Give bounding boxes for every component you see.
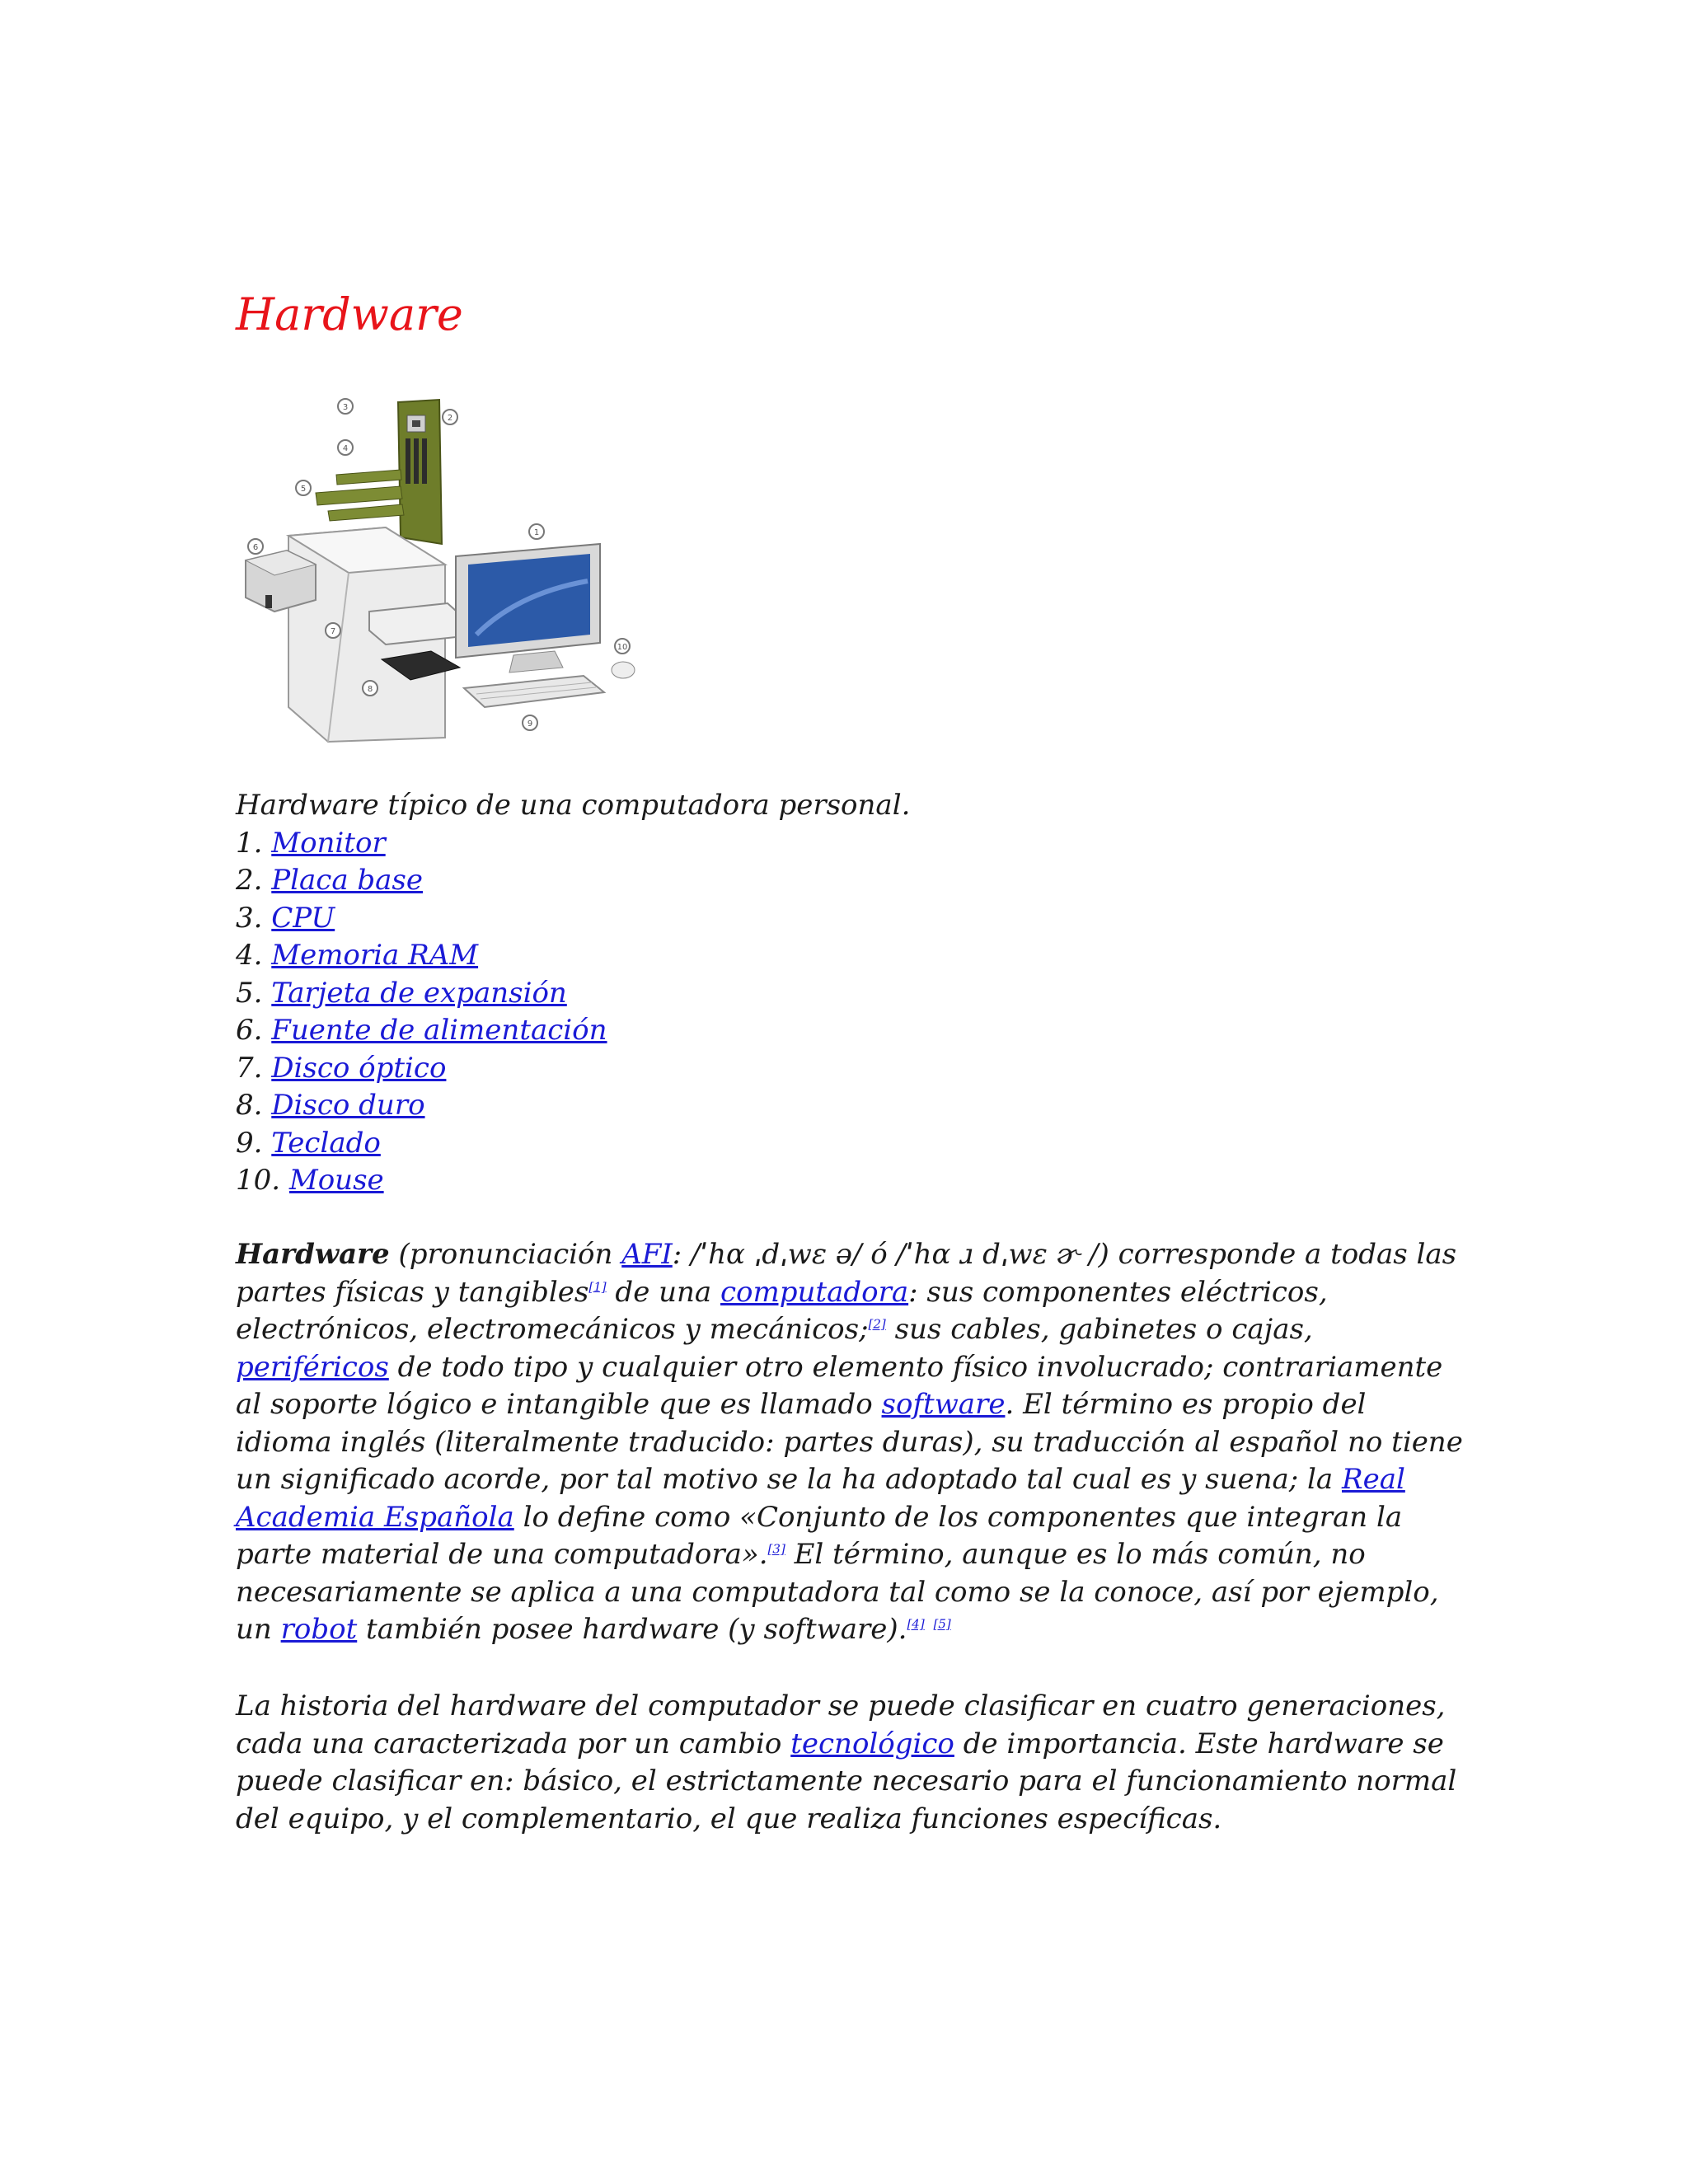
link-perifericos[interactable]: periféricos bbox=[236, 1350, 389, 1384]
ref-link-2[interactable]: [2] bbox=[868, 1316, 886, 1332]
text-run: : /ˈhɑ ˌdˌwɛ ə/ ó /ˈhɑ ɹ dˌwɛ ɚ /) corresponde a todas las partes físicas y tangibles bbox=[236, 1238, 1457, 1309]
list-number: 1. bbox=[236, 826, 272, 860]
link-disco-duro[interactable]: Disco duro bbox=[271, 1089, 425, 1122]
callout-label-6: 6 bbox=[252, 543, 259, 552]
text-run: de importancia. Este bbox=[954, 1727, 1268, 1760]
ref-1 bbox=[588, 1279, 606, 1294]
list-item bbox=[236, 825, 1464, 863]
callout-label-7: 7 bbox=[330, 627, 336, 636]
list-number: 5. bbox=[236, 976, 272, 1010]
list-number: 9. bbox=[236, 1126, 272, 1160]
link-memoria-ram[interactable]: Memoria RAM bbox=[271, 939, 479, 972]
callout-label-8: 8 bbox=[367, 685, 373, 694]
link-tarjeta-expansion[interactable]: Tarjeta de expansión bbox=[271, 976, 567, 1010]
text-run: también posee bbox=[357, 1613, 583, 1646]
term-hardware-inline: hardware bbox=[582, 1613, 720, 1646]
ref-link-3[interactable]: [3] bbox=[767, 1541, 785, 1557]
paragraph-text bbox=[236, 1236, 1464, 1649]
list-item bbox=[236, 975, 1464, 1013]
list-item bbox=[236, 1125, 1464, 1163]
link-tecnologico[interactable]: tecnológico bbox=[790, 1727, 954, 1760]
text-run: . El término es propio del idioma inglés (literalmente traducido: partes duras), su traducción al español no tiene un significado acorde, por tal motivo se la ha adoptado tal cual es y suena; la bbox=[236, 1388, 1463, 1496]
list-number: 7. bbox=[236, 1051, 272, 1085]
text-run: sus cables, gabinetes o cajas, bbox=[885, 1313, 1313, 1346]
component-list bbox=[236, 825, 1464, 1200]
page-title: Hardware bbox=[236, 288, 463, 340]
caption-line bbox=[236, 787, 1464, 825]
term-software-inline: software bbox=[763, 1613, 888, 1646]
text-run: ). bbox=[887, 1613, 907, 1646]
link-teclado[interactable]: Teclado bbox=[271, 1126, 381, 1160]
text-run: del computador se puede clasificar en cuatro generaciones, cada una caracterizada por un cambio bbox=[236, 1690, 1446, 1760]
paragraph-history bbox=[236, 1688, 1464, 1838]
list-number: 6. bbox=[236, 1014, 272, 1047]
link-computadora[interactable]: computadora bbox=[720, 1275, 909, 1309]
list-item bbox=[236, 862, 1464, 900]
callout-label-5: 5 bbox=[300, 485, 307, 494]
link-afi[interactable]: AFI bbox=[621, 1238, 673, 1271]
list-item bbox=[236, 937, 1464, 975]
ref-link-1[interactable]: [1] bbox=[588, 1279, 607, 1295]
callout-label-10: 10 bbox=[617, 643, 628, 652]
list-number: 4. bbox=[236, 939, 272, 972]
ref-5 bbox=[934, 1617, 951, 1632]
text-run: lo define como «Conjunto de los componentes que integran la parte material de una computadora». bbox=[236, 1500, 1403, 1571]
ref-link-4[interactable]: [4] bbox=[907, 1616, 925, 1632]
link-placa-base[interactable]: Placa base bbox=[271, 864, 423, 897]
ref-link-5[interactable]: [5] bbox=[933, 1616, 951, 1632]
figure-caption bbox=[236, 787, 1464, 1200]
ref-2 bbox=[869, 1317, 886, 1332]
link-monitor[interactable]: Monitor bbox=[271, 826, 386, 860]
text-run: (pronunciación bbox=[389, 1238, 622, 1271]
link-real-academia[interactable]: Real Academia Española bbox=[236, 1463, 1405, 1534]
text-run: (y bbox=[719, 1613, 764, 1646]
list-number: 8. bbox=[236, 1089, 272, 1122]
ref-3 bbox=[768, 1542, 785, 1557]
callout-label-9: 9 bbox=[527, 719, 533, 729]
term-hardware: Hardware bbox=[236, 1238, 390, 1271]
text-run: La historia del bbox=[236, 1690, 450, 1722]
link-mouse[interactable]: Mouse bbox=[288, 1164, 384, 1197]
list-number: 2. bbox=[236, 864, 272, 897]
term-hardware-inline: hardware bbox=[449, 1690, 587, 1722]
pc-hardware-illustration bbox=[237, 396, 666, 750]
list-item bbox=[236, 1012, 1464, 1050]
callout-label-2: 2 bbox=[447, 414, 453, 423]
list-number: 10. bbox=[236, 1164, 289, 1197]
link-cpu[interactable]: CPU bbox=[271, 901, 335, 935]
paragraph-definition bbox=[236, 1236, 1464, 1649]
text-run: de todo tipo y cualquier otro elemento físico involucrado; contrariamente al soporte lógico e intangible que es llamado bbox=[236, 1350, 1443, 1421]
text-run: El término, aunque es lo más común, no necesariamente se aplica a una computadora tal como se la conoce, así por ejemplo, un bbox=[236, 1538, 1439, 1646]
link-robot[interactable]: robot bbox=[280, 1613, 358, 1646]
callout-label-4: 4 bbox=[342, 444, 349, 453]
ref-4 bbox=[907, 1617, 924, 1632]
list-item bbox=[236, 1050, 1464, 1088]
text-run: de una bbox=[606, 1275, 720, 1309]
link-disco-optico[interactable]: Disco óptico bbox=[271, 1051, 447, 1085]
list-item bbox=[236, 1162, 1464, 1200]
callout-label-1: 1 bbox=[533, 528, 540, 537]
link-software[interactable]: software bbox=[881, 1388, 1006, 1421]
callout-label-3: 3 bbox=[342, 403, 349, 412]
paragraph-text bbox=[236, 1688, 1464, 1838]
text-run: : sus componentes eléctricos, electrónicos, electromecánicos y mecánicos; bbox=[236, 1275, 1328, 1346]
list-number: 3. bbox=[236, 901, 272, 935]
link-fuente-alimentacion[interactable]: Fuente de alimentación bbox=[271, 1014, 607, 1047]
term-hardware-inline: hardware bbox=[1267, 1727, 1404, 1760]
list-item bbox=[236, 1087, 1464, 1125]
caption-term: Hardware bbox=[236, 789, 379, 822]
caption-text: típico de una computadora personal. bbox=[378, 789, 911, 822]
text-run: se puede clasificar en: básico, el estrictamente necesario para el funcionamiento normal del equipo, y el complementario, el que realiza funciones específicas. bbox=[236, 1727, 1457, 1835]
list-item bbox=[236, 900, 1464, 938]
